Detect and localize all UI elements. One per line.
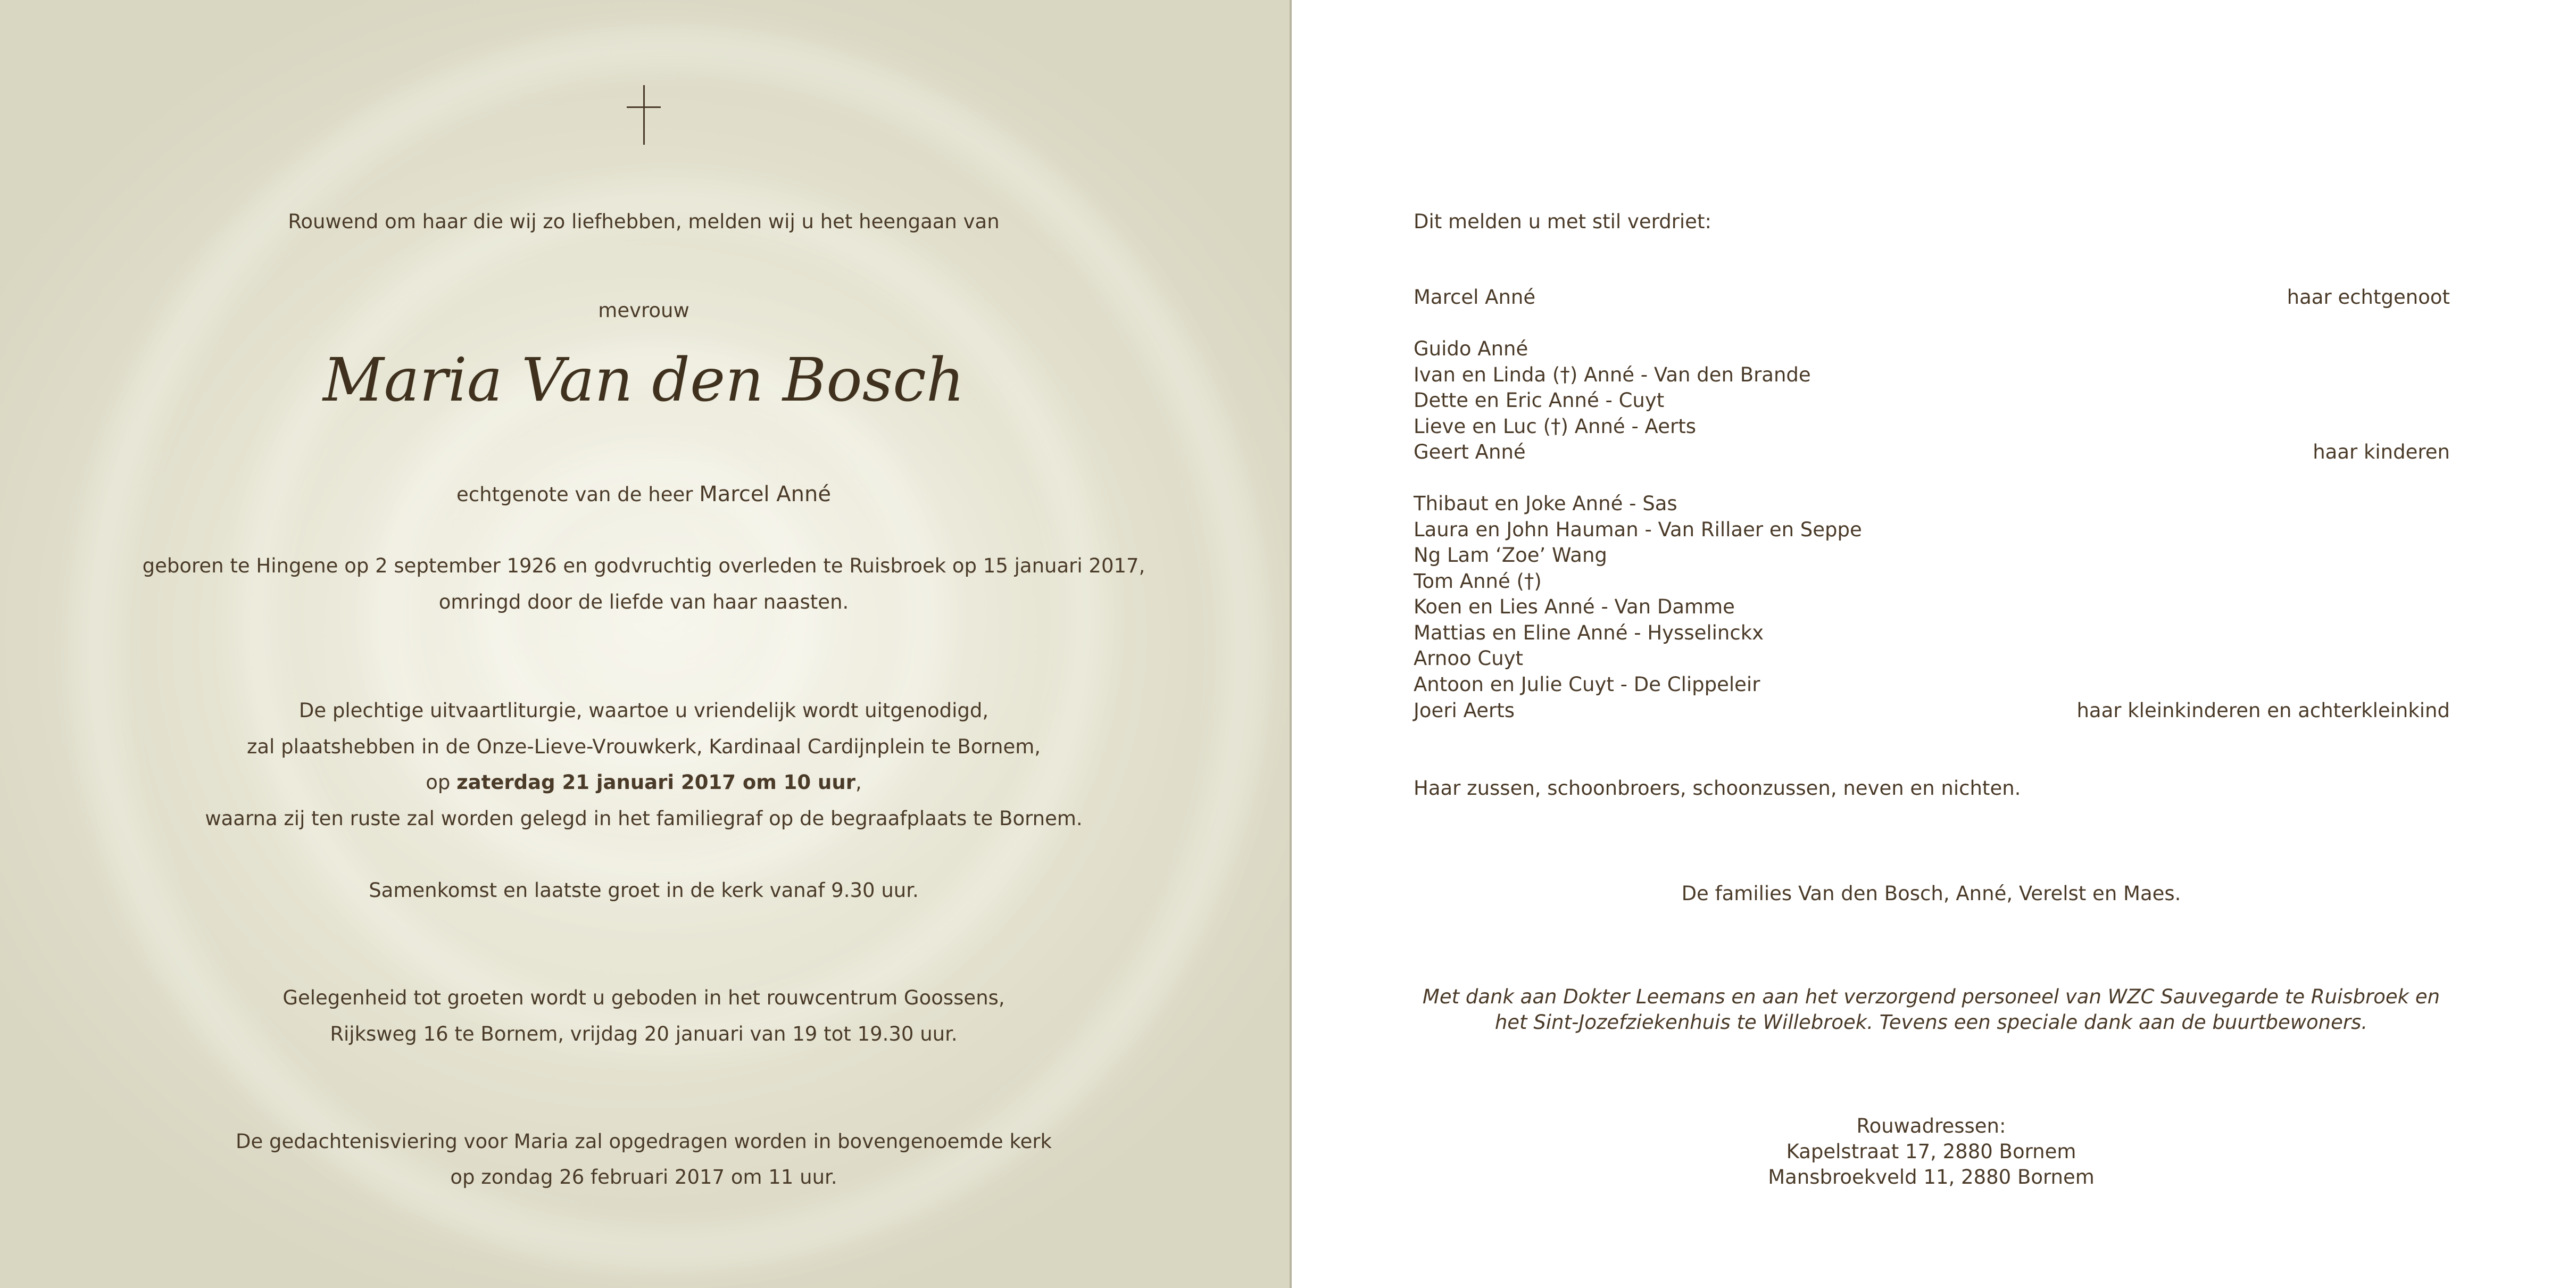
right-intro-text: Dit melden u met stil verdriet:: [1414, 210, 1711, 233]
page-fold-divider: [1290, 0, 1292, 1288]
funeral-date-line: [426, 770, 862, 795]
grandchild-name: Ng Lam ‘Zoe’ Wang: [1414, 544, 1607, 567]
cross-icon: [627, 85, 661, 145]
birth-line-1: geboren te Hingene op 2 september 1926 en godvruchtig overleden te Ruisbroek op 15 januari 2017,: [142, 554, 1145, 577]
funeral-line-2: zal plaatshebben in de Onze-Lieve-Vrouwkerk, Kardinaal Cardijnplein te Bornem,: [246, 735, 1041, 758]
relatives-text: Haar zussen, schoonbroers, schoonzussen, neven en nichten.: [1414, 777, 2021, 800]
address-1: Kapelstraat 17, 2880 Bornem: [1786, 1140, 2076, 1163]
grandchild-name: Arnoo Cuyt: [1414, 647, 1524, 670]
thanks-line-1: Met dank aan Dokter Leemans en aan het verzorgend personeel van WZC Sauvegarde te Ruisbroek en: [1422, 985, 2440, 1008]
families-text: De families Van den Bosch, Anné, Verelst en Maes.: [1681, 882, 2181, 905]
grandchildren-role: haar kleinkinderen en achterkleinkind: [2076, 699, 2450, 722]
spouse-name: Marcel Anné: [699, 482, 831, 506]
husband-name: Marcel Anné: [1414, 286, 1536, 309]
deceased-name: Maria Van den Bosch: [322, 346, 965, 415]
child-name: Lieve en Luc (†) Anné - Aerts: [1414, 415, 1696, 438]
grandchild-name: Mattias en Eline Anné - Hysselinckx: [1414, 621, 1764, 644]
funeral-date: zaterdag 21 januari 2017 om 10 uur: [456, 771, 855, 794]
grandchild-name: Tom Anné (†): [1414, 570, 1542, 593]
grandchild-name: Koen en Lies Anné - Van Damme: [1414, 595, 1735, 618]
funeral-line-1: De plechtige uitvaartliturgie, waartoe u vriendelijk wordt uitgenodigd,: [298, 699, 989, 722]
gathering-text: Samenkomst en laatste groet in de kerk vanaf 9.30 uur.: [369, 879, 919, 902]
grandchild-name: Joeri Aerts: [1414, 699, 1515, 722]
spouse-line: [456, 481, 831, 508]
child-name: Geert Anné: [1414, 441, 1526, 463]
salutation: mevrouw: [598, 299, 689, 322]
address-label: Rouwadressen:: [1856, 1115, 2006, 1137]
greeting-line-2: Rijksweg 16 te Bornem, vrijdag 20 januari van 19 tot 19.30 uur.: [330, 1023, 958, 1045]
spouse-prefix: echtgenote van de heer: [456, 483, 693, 506]
child-name: Guido Anné: [1414, 337, 1528, 360]
grandchild-name: Laura en John Hauman - Van Rillaer en Seppe: [1414, 518, 1862, 541]
child-name: Dette en Eric Anné - Cuyt: [1414, 389, 1665, 412]
funeral-op: op: [426, 771, 451, 794]
grandchild-name: Antoon en Julie Cuyt - De Clippeleir: [1414, 673, 1760, 696]
birth-line-2: omringd door de liefde van haar naasten.: [438, 591, 849, 613]
husband-role: haar echtgenoot: [2287, 286, 2450, 309]
grandchild-name: Thibaut en Joke Anné - Sas: [1414, 492, 1677, 515]
child-name: Ivan en Linda (†) Anné - Van den Brande: [1414, 363, 1811, 386]
children-role: haar kinderen: [2313, 441, 2450, 463]
intro-text: Rouwend om haar die wij zo liefhebben, melden wij u het heengaan van: [288, 210, 1000, 233]
funeral-comma: ,: [855, 771, 862, 794]
funeral-line-4: waarna zij ten ruste zal worden gelegd in het familiegraf op de begraafplaats te Bornem.: [205, 807, 1083, 830]
greeting-line-1: Gelegenheid tot groeten wordt u geboden in het rouwcentrum Goossens,: [282, 986, 1005, 1009]
memorial-line-1: De gedachtenisviering voor Maria zal opgedragen worden in bovengenoemde kerk: [236, 1130, 1052, 1153]
address-2: Mansbroekveld 11, 2880 Bornem: [1768, 1166, 2095, 1189]
memorial-line-2: op zondag 26 februari 2017 om 11 uur.: [450, 1166, 837, 1189]
thanks-line-2: het Sint-Jozefziekenhuis te Willebroek. Tevens een speciale dank aan de buurtbewoners.: [1494, 1011, 2368, 1034]
